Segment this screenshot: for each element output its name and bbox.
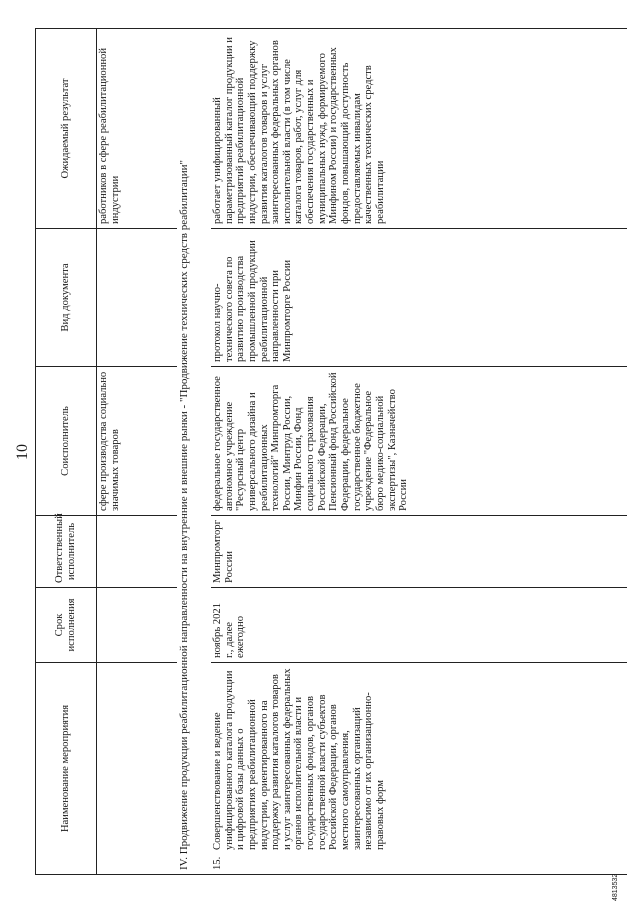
item-doc-type: протокол научно-технического совета по развитию производства промышленной продукции реабилитационной направленности при Минпромторге России <box>211 229 627 367</box>
header-result: Ожидаемый результат <box>36 29 97 229</box>
header-name: Наименование мероприятия <box>36 663 97 875</box>
item-result: работает унифицированный параметризованный каталог продукции и предприятий реабилитационной индустрии, обеспечивающий поддержку развития каталогов товаров и услуг заинтересованных федеральных органов исполнительной власти (в том числе каталога товаров, работ, услуг для обеспечения государственных и муниципальных нужд, формируемого Минфином России) и государственных фондов, повышающий доступность предоставляемых инвалидам качественных технических средств реабилитации <box>211 29 627 229</box>
section-heading: IV. Продвижение продукции реабилитационной направленности на внутренние и внешние рынки - "Продвижение технических средств реабилитации" <box>177 29 211 875</box>
item-co-executor: федеральное государственное автономное учреждение "Ресурсный центр универсального дизайна и реабилитационных технологий" Минпромторга России, Минтруд России, Минфин России, Фонд социального страхования Российской Федерации, Пенсионный фонд Российской Федерации, федеральное государственное бюджетное учреждение "Федеральное бюро медико-социальной экспертизы", Казначейство России <box>211 367 627 516</box>
table-header-row <box>36 29 97 875</box>
header-responsible: Ответственный исполнитель <box>36 516 97 588</box>
cont-name-cell <box>97 663 178 875</box>
table-row <box>211 29 627 875</box>
cont-responsible-cell <box>97 516 178 588</box>
header-co-executor: Соисполнитель <box>36 367 97 516</box>
item-responsible: Минпромторг России <box>211 516 627 588</box>
item-number: 15. <box>212 856 223 870</box>
header-doc-type: Вид документа <box>36 229 97 367</box>
item-deadline: ноябрь 2021 г., далее ежегодно <box>211 588 627 663</box>
cont-result-cell: работников в сфере реабилитационной индустрии <box>97 29 178 229</box>
measures-table <box>35 28 627 875</box>
item-name: Совершенствование и ведение унифицированного каталога продукции и цифровой базы данных о предприятиях реабилитационной индустрии, ориентированного на поддержку развития каталогов товаров и услуг заинтересованных федеральных органов исполнительной власти и государственных фондов, органов государственной власти субъектов Российской Федерации, органов местного самоуправления, заинтересованных организаций независимо от их организационно-правовых форм <box>212 668 386 850</box>
section-heading-row <box>177 29 211 875</box>
continuation-row <box>97 29 178 875</box>
cont-doc-type-cell <box>97 229 178 367</box>
item-name-cell <box>211 663 627 875</box>
page-number: 10 <box>14 444 31 460</box>
document-code: 4813532 <box>612 873 619 901</box>
header-deadline: Срок исполнения <box>36 588 97 663</box>
cont-co-executor-cell: сфере производства социально значимых товаров <box>97 367 178 516</box>
cont-deadline-cell <box>97 588 178 663</box>
